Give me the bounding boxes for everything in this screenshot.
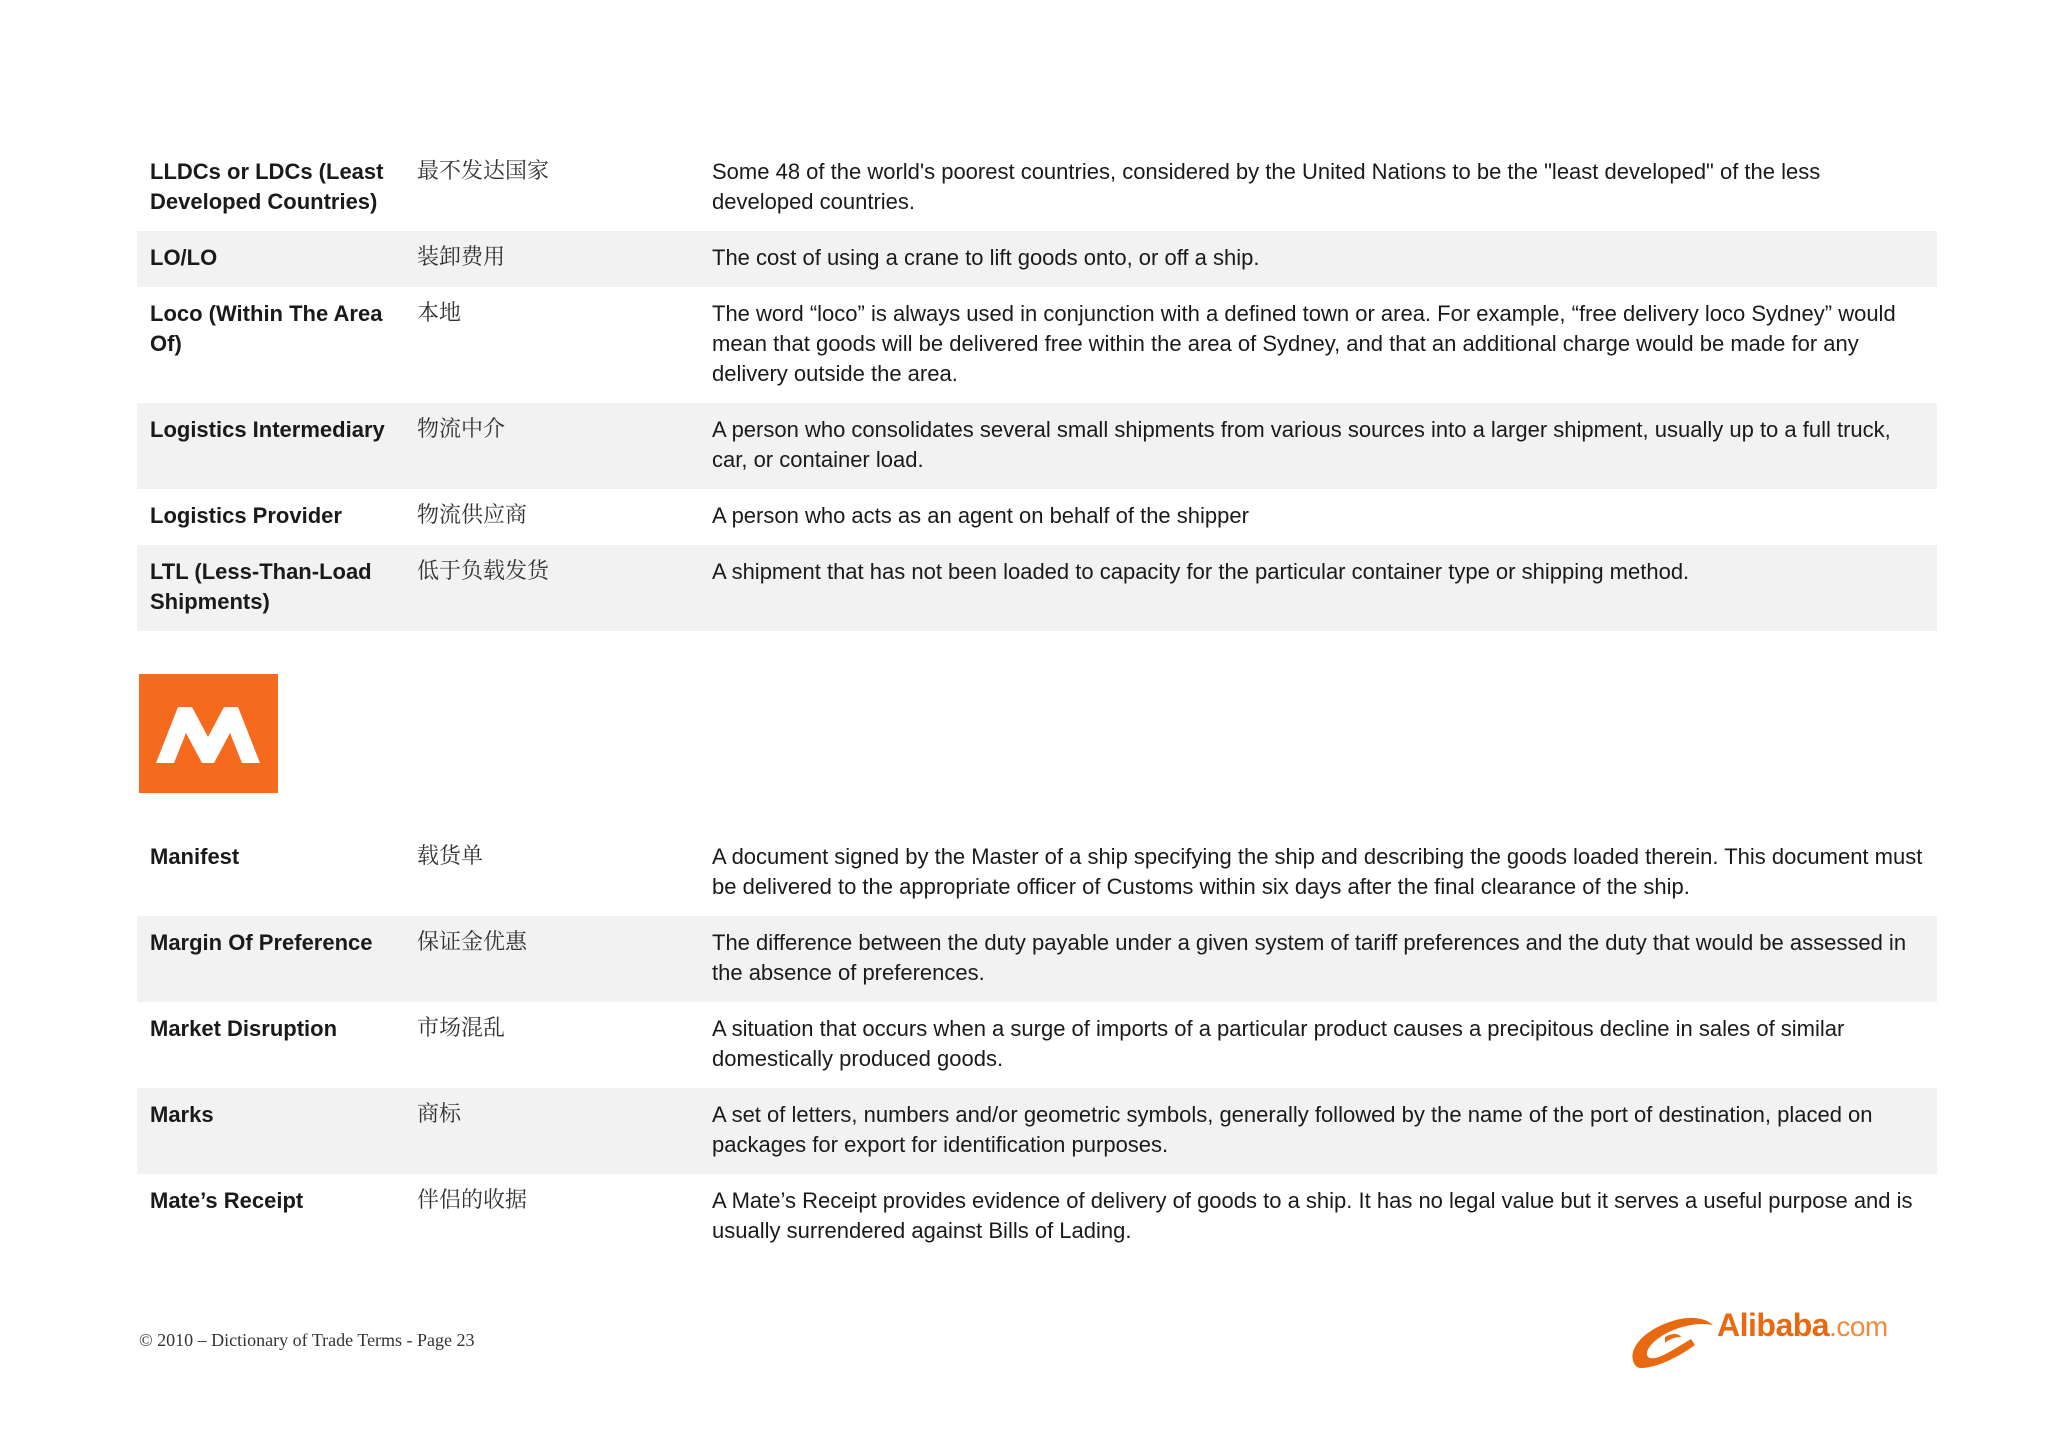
glossary-term: LO/LO xyxy=(150,245,218,270)
glossary-table-l xyxy=(137,145,1937,631)
glossary-term: Marks xyxy=(150,1102,214,1127)
glossary-term-chinese: 物流供应商 xyxy=(417,503,528,528)
glossary-table-m xyxy=(137,830,1937,1260)
glossary-term: LTL (Less-Than-Load Shipments) xyxy=(150,559,372,614)
glossary-row xyxy=(137,916,1937,1002)
glossary-definition: A shipment that has not been loaded to capacity for the particular container type or shipping method. xyxy=(712,559,1690,584)
glossary-term-chinese: 最不发达国家 xyxy=(417,159,550,184)
glossary-row xyxy=(137,145,1937,231)
glossary-row xyxy=(137,403,1937,489)
glossary-row xyxy=(137,489,1937,545)
glossary-row xyxy=(137,1088,1937,1174)
glossary-term-chinese: 低于负载发货 xyxy=(417,559,550,584)
glossary-term-chinese: 载货单 xyxy=(417,844,484,869)
glossary-definition: A person who consolidates several small shipments from various sources into a larger shipment, usually up to a full truck, car, or container load. xyxy=(712,417,1891,472)
glossary-term: Logistics Provider xyxy=(150,503,342,528)
section-letter-m-badge xyxy=(139,674,278,793)
glossary-term: Market Disruption xyxy=(150,1016,338,1041)
glossary-definition: The word “loco” is always used in conjunction with a defined town or area. For example, “free delivery loco Sydney” would mean that goods will be delivered free within the area of Sydney, and that an additional charge would be made for any delivery outside the area. xyxy=(712,301,1896,386)
glossary-definition: A set of letters, numbers and/or geometric symbols, generally followed by the name of the port of destination, placed on packages for export for identification purposes. xyxy=(712,1102,1873,1157)
glossary-term-chinese: 保证金优惠 xyxy=(417,930,528,955)
glossary-row xyxy=(137,545,1937,631)
glossary-row xyxy=(137,287,1937,403)
glossary-row xyxy=(137,830,1937,916)
glossary-row xyxy=(137,1174,1937,1260)
glossary-term: Margin Of Preference xyxy=(150,930,373,955)
glossary-row xyxy=(137,1002,1937,1088)
alibaba-wordmark xyxy=(1717,1307,1888,1344)
letter-m-icon xyxy=(156,703,261,765)
glossary-term-chinese: 商标 xyxy=(417,1102,462,1127)
glossary-definition: A Mate’s Receipt provides evidence of delivery of goods to a ship. It has no legal value but it serves a useful purpose and is usually surrendered against Bills of Lading. xyxy=(712,1188,1913,1243)
logo-brand-text: Alibaba xyxy=(1717,1307,1830,1343)
glossary-term-chinese: 市场混乱 xyxy=(417,1016,506,1041)
glossary-term: Logistics Intermediary xyxy=(150,417,385,442)
glossary-definition: Some 48 of the world's poorest countries, considered by the United Nations to be the "least developed" of the less developed countries. xyxy=(712,159,1821,214)
glossary-term-chinese: 物流中介 xyxy=(417,417,506,442)
glossary-term: Mate’s Receipt xyxy=(150,1188,304,1213)
glossary-term: Manifest xyxy=(150,844,240,869)
glossary-term-chinese: 本地 xyxy=(417,301,462,326)
glossary-term: LLDCs or LDCs (Least Developed Countries) xyxy=(150,159,384,214)
glossary-definition: A person who acts as an agent on behalf of the shipper xyxy=(712,503,1249,528)
glossary-definition: A document signed by the Master of a ship specifying the ship and describing the goods loaded therein. This document must be delivered to the appropriate officer of Customs within six days after the final clearance of the ship. xyxy=(712,844,1923,899)
alibaba-swoosh-icon xyxy=(1625,1305,1720,1375)
alibaba-logo xyxy=(1625,1305,1930,1380)
page-footer: © 2010 – Dictionary of Trade Terms - Page 23 xyxy=(139,1330,475,1350)
glossary-term-chinese: 伴侣的收据 xyxy=(417,1188,528,1213)
glossary-definition: The difference between the duty payable under a given system of tariff preferences and the duty that would be assessed in the absence of preferences. xyxy=(712,930,1907,985)
logo-suffix-text: .com xyxy=(1829,1311,1888,1342)
glossary-definition: A situation that occurs when a surge of imports of a particular product causes a precipitous decline in sales of similar domestically produced goods. xyxy=(712,1016,1845,1071)
glossary-definition: The cost of using a crane to lift goods onto, or off a ship. xyxy=(712,245,1260,270)
glossary-term: Loco (Within The Area Of) xyxy=(150,301,383,356)
glossary-term-chinese: 装卸费用 xyxy=(417,245,506,270)
glossary-row xyxy=(137,231,1937,287)
